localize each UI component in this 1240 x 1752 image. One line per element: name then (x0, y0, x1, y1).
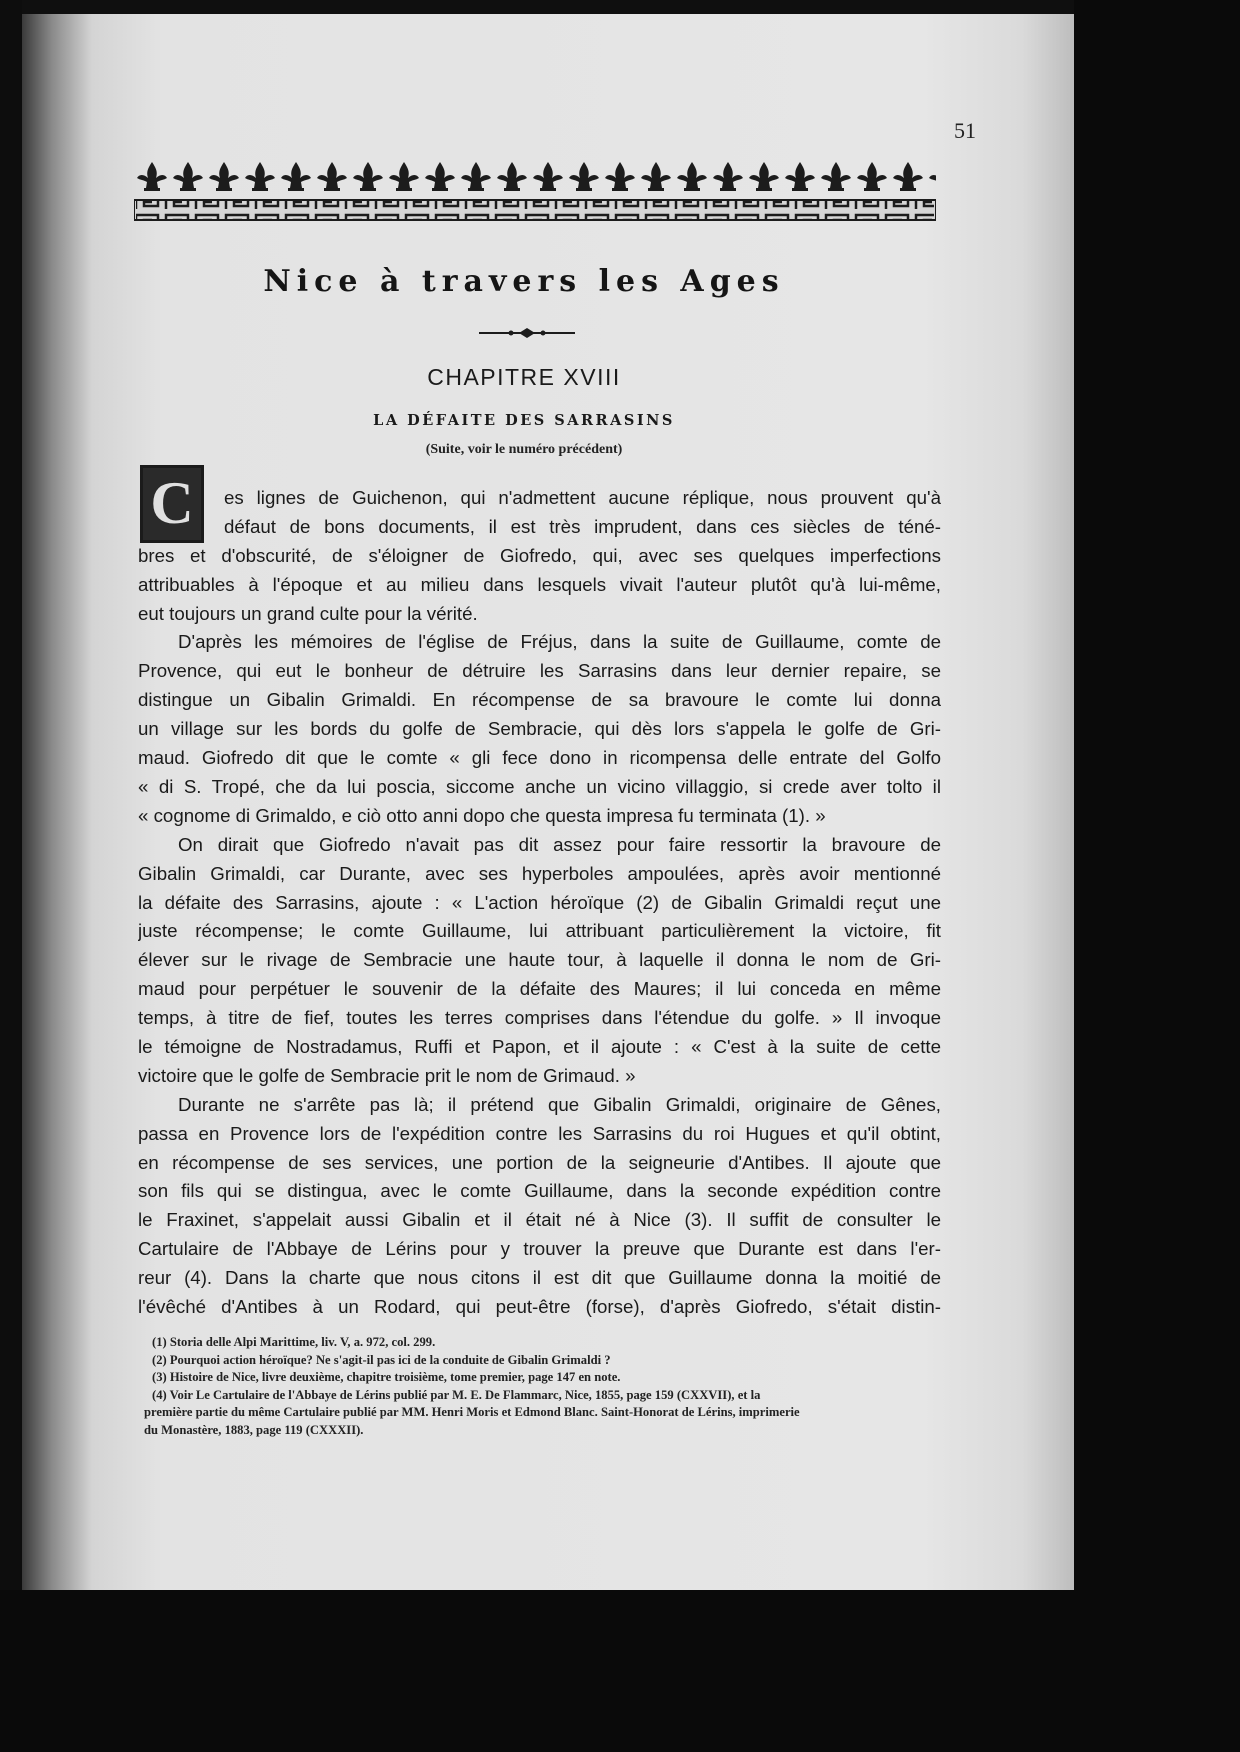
footnotes (144, 1334, 944, 1439)
text-line: Durante ne s'arrête pas là; il prétend que Gibalin Grimaldi, originaire de Gênes, (178, 1093, 941, 1115)
text-line: es lignes de Guichenon, qui n'admettent aucune réplique, nous prouvent qu'à (224, 487, 941, 508)
text-line: distingue un Gibalin Grimaldi. En récompense de sa bravoure le comte lui donna (138, 689, 941, 711)
text-line: défaut de bons documents, il est très imprudent, dans ces siècles de téné- (224, 515, 941, 537)
footnote-continuation: du Monastère, 1883, page 119 (CXXXII). (144, 1422, 364, 1437)
text-line: bres et d'obscurité, de s'éloigner de Giofredo, qui, avec ses quelques imperfections (138, 544, 941, 566)
text-line: victoire que le golfe de Sembracie prit le nom de Grimaud. » (138, 1064, 636, 1086)
footnote: (1) Storia delle Alpi Marittime, liv. V, a. 972, col. 299. (152, 1335, 436, 1349)
text-line: maud. Giofredo dit que le comte « gli fece dono in ricompensa delle entrate del Golfo (138, 747, 941, 769)
footnote: (2) Pourquoi action héroïque? Ne s'agit-il pas ici de la conduite de Gibalin Grimaldi ? (152, 1352, 611, 1367)
footnote: (3) Histoire de Nice, livre deuxième, chapitre troisième, tome premier, page 147 en note. (152, 1370, 621, 1384)
text-line: attribuables à l'époque et au milieu dans lesquels vivait l'auteur plutôt qu'à lui-même, (138, 573, 941, 595)
text-line: l'évêché d'Antibes à un Rodard, qui peut-être (forse), d'après Giofredo, s'était distin- (138, 1295, 941, 1317)
text-line: le témoigne de Nostradamus, Ruffi et Papon, et il ajoute : « C'est à la suite de cette (138, 1035, 941, 1057)
footnote: (4) Voir Le Cartulaire de l'Abbaye de Lérins publié par M. E. De Flammarc, Nice, 1855, page 159 (CXXVII), et la (152, 1387, 761, 1402)
scan-border-right (1074, 0, 1240, 1752)
continuation-note: (Suite, voir le numéro précédent) (425, 442, 623, 457)
text-line: On dirait que Giofredo n'avait pas dit assez pour faire ressortir la bravoure de (178, 833, 941, 855)
scan-border-left (0, 0, 22, 1752)
text-line: un village sur les bords du golfe de Sembracie, qui dès lors s'appela le golfe de Gri- (138, 718, 941, 740)
text-line: Gibalin Grimaldi, car Durante, avec ses hyperboles ampoulées, après avoir mentionné (138, 862, 941, 884)
footnote-continuation: première partie du même Cartulaire publié par MM. Henri Moris et Edmond Blanc. Saint-Honorat de Lérins, imprimerie (144, 1405, 800, 1419)
body-text (138, 484, 941, 1322)
chapter-heading: CHAPITRE XVIII (427, 364, 621, 390)
book-page (22, 14, 1074, 1590)
text-line: passa en Provence lors de l'expédition contre les Sarrasins du roi Hugues et qu'il obtint, (138, 1122, 941, 1144)
text-line: reur (4). Dans la charte que nous citons il est dit que Guillaume donna la moitié de (138, 1267, 941, 1289)
page-number: 51 (954, 118, 976, 143)
page-title: Nice à travers les Ages (263, 264, 785, 299)
text-line: juste récompense; le comte Guillaume, lui attribuant particulièrement la victoire, fit (138, 920, 941, 942)
text-line: maud pour perpétuer le souvenir de la défaite des Maures; il lui conceda en même (138, 978, 941, 1000)
drop-cap-letter: C (140, 465, 204, 543)
text-line: eut toujours un grand culte pour la vérité. (138, 602, 478, 624)
text-line: le Fraxinet, s'appelait aussi Gibalin et il était né à Nice (3). Il suffit de consulter le (138, 1209, 941, 1231)
text-line: son fils qui se distingua, avec le comte Guillaume, dans la seconde expédition contre (138, 1180, 941, 1202)
text-line: Provence, qui eut le bonheur de détruire les Sarrasins dans leur dernier repaire, se (138, 660, 941, 682)
text-line: Cartulaire de l'Abbaye de Lérins pour y trouver la preuve que Durante est dans l'er- (138, 1238, 941, 1260)
scan-border-top (0, 0, 1240, 14)
scan-border-bottom (0, 1590, 1240, 1752)
decorative-header-ornament (134, 158, 936, 224)
text-line: « di S. Tropé, che da lui poscia, siccome anche un vicino villaggio, si crede aver tolto il (138, 775, 941, 797)
text-line: « cognome di Grimaldo, e ciò otto anni dopo che questa impresa fu terminata (1). » (138, 804, 826, 826)
text-line: élever sur le rivage de Sembracie une haute tour, à laquelle il donna le nom de Gri- (138, 949, 941, 971)
text-line: la défaite des Sarrasins, ajoute : « L'action héroïque (2) de Gibalin Grimaldi reçut une (138, 891, 941, 913)
text-line: D'après les mémoires de l'église de Fréjus, dans la suite de Guillaume, comte de (178, 631, 941, 653)
text-line: en récompense de ses services, une portion de la seigneurie d'Antibes. Il ajoute que (138, 1151, 941, 1173)
title-divider-ornament (479, 328, 575, 338)
chapter-subtitle: LA DÉFAITE DES SARRASINS (373, 412, 675, 429)
text-line: temps, à titre de fief, toutes les terres comprises dans l'étendue du golfe. » Il invoque (138, 1007, 941, 1029)
